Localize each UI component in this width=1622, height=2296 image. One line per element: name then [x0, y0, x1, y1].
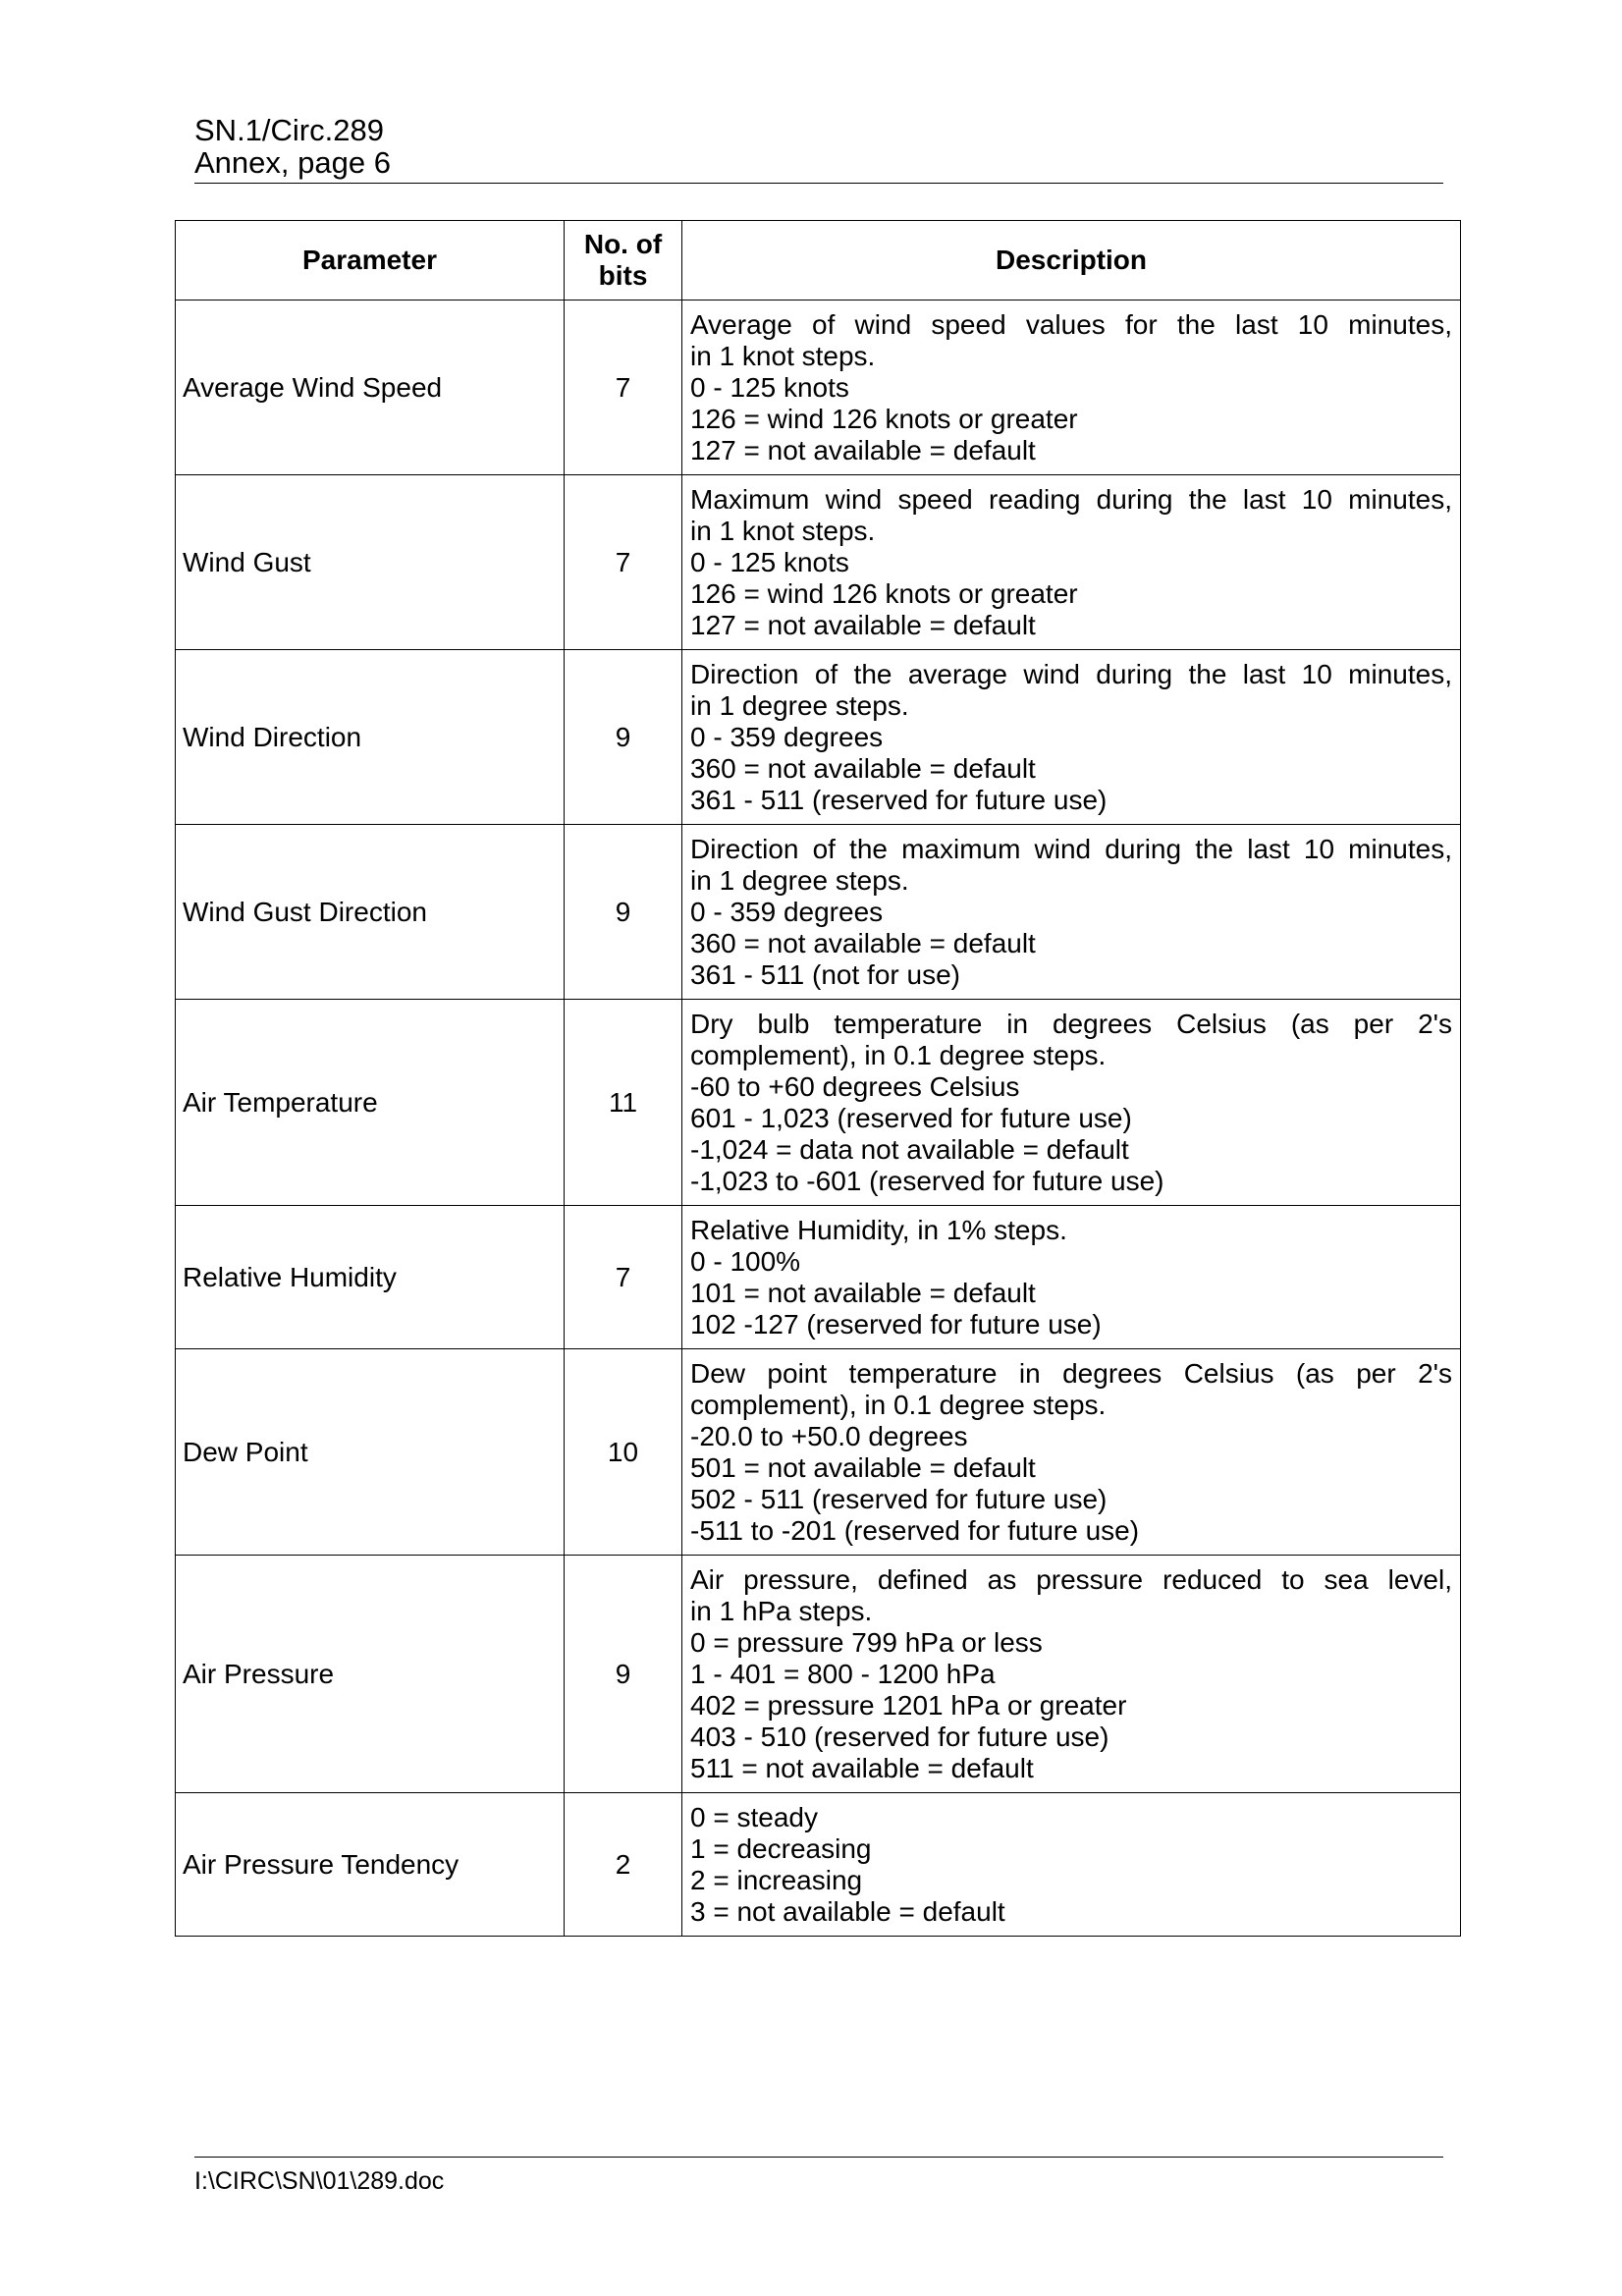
- description-line: Relative Humidity, in 1% steps.: [690, 1214, 1067, 1245]
- table-header-row: [176, 221, 1461, 301]
- parameter-cell: Air Temperature: [176, 1000, 565, 1206]
- table-row: [176, 825, 1461, 1000]
- description-line: 360 = not available = default: [690, 927, 1036, 958]
- bits-cell: 7: [565, 301, 682, 475]
- description-line: 361 - 511 (not for use): [690, 958, 960, 990]
- column-header-bits: No. of bits: [565, 221, 682, 301]
- description-line: 502 - 511 (reserved for future use): [690, 1483, 1108, 1514]
- bits-cell: 9: [565, 650, 682, 825]
- parameter-cell: Air Pressure Tendency: [176, 1793, 565, 1937]
- parameter-cell: Wind Gust Direction: [176, 825, 565, 1000]
- parameter-table: [175, 220, 1461, 1937]
- parameter-cell: Average Wind Speed: [176, 301, 565, 475]
- description-cell: [682, 1556, 1461, 1793]
- description-line: 126 = wind 126 knots or greater: [690, 577, 1078, 609]
- page-footer: [194, 2157, 1443, 2195]
- description-line: -511 to -201 (reserved for future use): [690, 1514, 1140, 1546]
- description-line: 0 = steady: [690, 1801, 818, 1832]
- description-line: 403 - 510 (reserved for future use): [690, 1721, 1109, 1752]
- bits-cell: 11: [565, 1000, 682, 1206]
- description-cell: [682, 475, 1461, 650]
- description-line: 601 - 1,023 (reserved for future use): [690, 1102, 1132, 1133]
- description-cell: [682, 1349, 1461, 1556]
- description-line: 360 = not available = default: [690, 752, 1036, 784]
- description-line: Dew point temperature in degrees Celsius (as per 2's: [690, 1357, 1452, 1389]
- description-line: 0 = pressure 799 hPa or less: [690, 1626, 1043, 1658]
- document-reference: SN.1/Circ.289: [194, 113, 384, 147]
- description-line: -60 to +60 degrees Celsius: [690, 1070, 1020, 1102]
- description-line: 3 = not available = default: [690, 1895, 1005, 1927]
- bits-cell: 2: [565, 1793, 682, 1937]
- bits-cell: 9: [565, 825, 682, 1000]
- description-line: 0 - 125 knots: [690, 546, 849, 577]
- description-line: complement), in 0.1 degree steps.: [690, 1389, 1107, 1420]
- description-line: 402 = pressure 1201 hPa or greater: [690, 1689, 1127, 1721]
- table-row: [176, 1206, 1461, 1349]
- parameter-cell: Dew Point: [176, 1349, 565, 1556]
- description-line: -1,023 to -601 (reserved for future use): [690, 1165, 1164, 1196]
- description-line: -20.0 to +50.0 degrees: [690, 1420, 968, 1451]
- description-line: 511 = not available = default: [690, 1752, 1034, 1783]
- description-cell: [682, 1793, 1461, 1937]
- table-row: [176, 301, 1461, 475]
- description-line: 0 - 100%: [690, 1245, 801, 1277]
- description-line: 501 = not available = default: [690, 1451, 1036, 1483]
- description-line: in 1 knot steps.: [690, 515, 876, 546]
- description-cell: [682, 650, 1461, 825]
- table-row: [176, 650, 1461, 825]
- description-line: in 1 degree steps.: [690, 689, 909, 721]
- description-line: Average of wind speed values for the last 10 minutes,: [690, 308, 1452, 340]
- parameter-cell: Relative Humidity: [176, 1206, 565, 1349]
- table-row: [176, 1349, 1461, 1556]
- description-line: Air pressure, defined as pressure reduced to sea level,: [690, 1563, 1452, 1595]
- description-cell: [682, 825, 1461, 1000]
- table-row: [176, 1793, 1461, 1937]
- description-line: Maximum wind speed reading during the last 10 minutes,: [690, 483, 1452, 515]
- file-path: I:\CIRC\SN\01\289.doc: [194, 2167, 445, 2195]
- description-line: 1 - 401 = 800 - 1200 hPa: [690, 1658, 996, 1689]
- description-line: Direction of the maximum wind during the last 10 minutes,: [690, 833, 1452, 864]
- bits-cell: 10: [565, 1349, 682, 1556]
- description-cell: [682, 1000, 1461, 1206]
- description-line: 0 - 125 knots: [690, 371, 849, 403]
- description-cell: [682, 301, 1461, 475]
- table-row: [176, 1000, 1461, 1206]
- description-line: in 1 hPa steps.: [690, 1595, 873, 1626]
- description-line: 127 = not available = default: [690, 609, 1036, 640]
- description-line: -1,024 = data not available = default: [690, 1133, 1129, 1165]
- bits-cell: 9: [565, 1556, 682, 1793]
- table-body: [176, 301, 1461, 1937]
- table-row: [176, 475, 1461, 650]
- column-header-description: Description: [682, 221, 1461, 301]
- description-line: 361 - 511 (reserved for future use): [690, 784, 1108, 815]
- description-line: Dry bulb temperature in degrees Celsius (as per 2's: [690, 1008, 1452, 1039]
- description-line: 0 - 359 degrees: [690, 721, 884, 752]
- description-line: in 1 knot steps.: [690, 340, 876, 371]
- page-reference: Annex, page 6: [194, 145, 391, 180]
- parameter-cell: Wind Gust: [176, 475, 565, 650]
- description-line: 127 = not available = default: [690, 434, 1036, 465]
- description-line: 1 = decreasing: [690, 1832, 872, 1864]
- description-line: 126 = wind 126 knots or greater: [690, 403, 1078, 434]
- description-cell: [682, 1206, 1461, 1349]
- description-line: 0 - 359 degrees: [690, 896, 884, 927]
- description-line: 101 = not available = default: [690, 1277, 1036, 1308]
- parameter-cell: Air Pressure: [176, 1556, 565, 1793]
- description-line: complement), in 0.1 degree steps.: [690, 1039, 1107, 1070]
- parameter-cell: Wind Direction: [176, 650, 565, 825]
- description-line: in 1 degree steps.: [690, 864, 909, 896]
- bits-cell: 7: [565, 1206, 682, 1349]
- description-line: 102 -127 (reserved for future use): [690, 1308, 1102, 1339]
- description-line: 2 = increasing: [690, 1864, 863, 1895]
- table-row: [176, 1556, 1461, 1793]
- description-line: Direction of the average wind during the last 10 minutes,: [690, 658, 1452, 689]
- page-header: [194, 114, 1443, 184]
- column-header-parameter: Parameter: [176, 221, 565, 301]
- bits-cell: 7: [565, 475, 682, 650]
